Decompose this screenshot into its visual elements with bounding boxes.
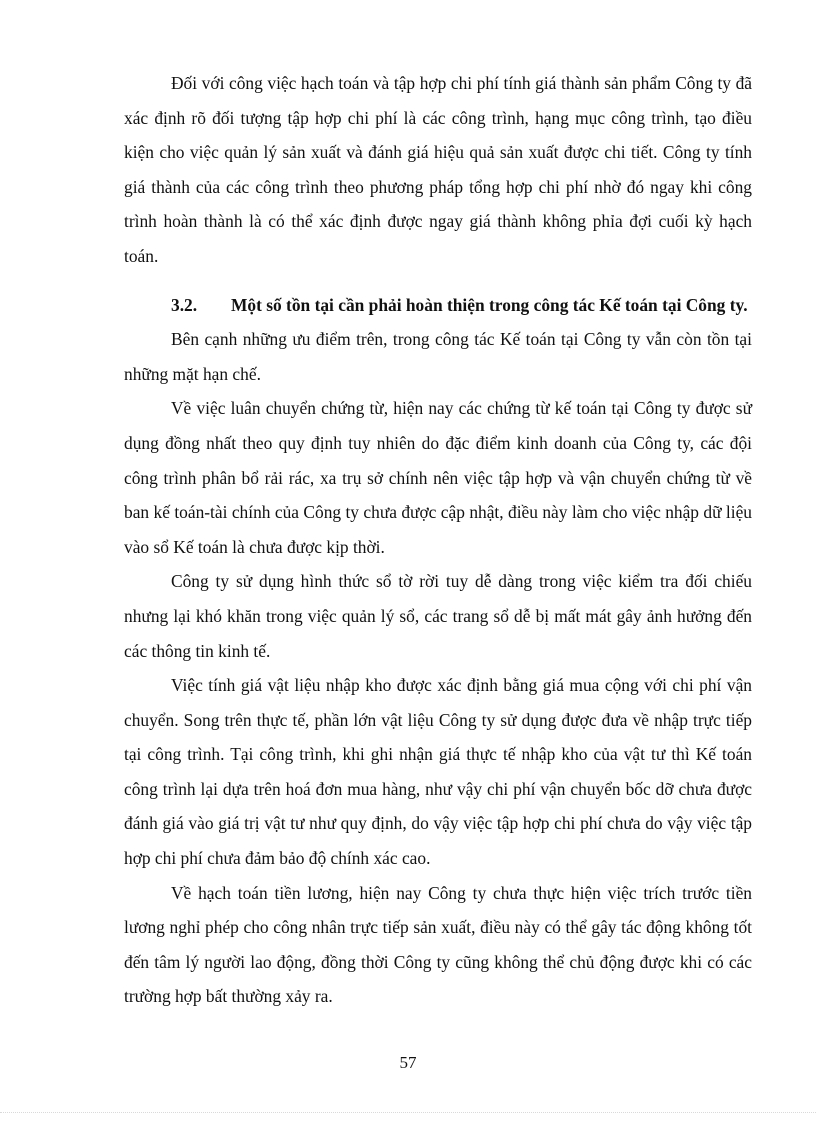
page-number: 57 bbox=[399, 1053, 417, 1072]
document-page bbox=[124, 66, 752, 1014]
paragraph-1: Bên cạnh những ưu điểm trên, trong công tác Kế toán tại Công ty vẫn còn tồn tại những mặt hạn chế. bbox=[124, 329, 752, 384]
paragraph-2: Về việc luân chuyển chứng từ, hiện nay các chứng từ kế toán tại Công ty được sử dụng đồng nhất theo quy định tuy nhiên do đặc điểm kinh doanh của Công ty, các đội công trình phân bổ rải rác, xa trụ sở chính nên việc tập hợp và vận chuyển chứng từ về ban kế toán-tài chính của Công ty chưa được cập nhật, điều này làm cho việc nhập dữ liệu vào sổ Kế toán là chưa được kịp thời. bbox=[124, 398, 752, 557]
paragraph-4: Việc tính giá vật liệu nhập kho được xác định bằng giá mua cộng với chi phí vận chuyển. Song trên thực tế, phần lớn vật liệu Công ty sử dụng được đưa về nhập trực tiếp tại công trình. Tại công trình, khi ghi nhận giá thực tế nhập kho của vật tư thì Kế toán công trình lại dựa trên hoá đơn mua hàng, như vậy chi phí vận chuyển bốc dỡ chưa được đánh giá vào giá trị vật tư như quy định, do vậy việc tập hợp chi phí chưa do vậy việc tập hợp chi phí chưa đảm bảo độ chính xác cao. bbox=[124, 675, 752, 869]
paragraph-5: Về hạch toán tiền lương, hiện nay Công ty chưa thực hiện việc trích trước tiền lương nghỉ phép cho công nhân trực tiếp sản xuất, điều này có thể gây tác động không tốt đến tâm lý người lao động, đồng thời Công ty cũng không thể chủ động được khi có các trường hợp bất thường xảy ra. bbox=[124, 882, 752, 1007]
paragraph-intro: Đối với công việc hạch toán và tập hợp chi phí tính giá thành sản phẩm Công ty đã xác định rõ đối tượng tập hợp chi phí là các công trình, hạng mục công trình, tạo điều kiện cho việc quản lý sản xuất và đánh giá hiệu quả sản xuất được chi tiết. Công ty tính giá thành của các công trình theo phương pháp tổng hợp chi phí nhờ đó ngay khi công trình hoàn thành là có thể xác định được ngay giá thành không phỉa đợi cuối kỳ hạch toán. bbox=[124, 73, 752, 266]
section-heading bbox=[124, 288, 752, 323]
section-title: Một số tồn tại cần phải hoàn thiện trong công tác Kế toán tại Công ty. bbox=[231, 294, 748, 315]
section-number: 3.2. bbox=[171, 294, 198, 315]
page-bottom-divider bbox=[0, 1112, 816, 1113]
paragraph-3: Công ty sử dụng hình thức sổ tờ rời tuy dễ dàng trong việc kiểm tra đối chiếu nhưng lại khó khăn trong việc quản lý sổ, các trang sổ dễ bị mất mát gây ảnh hưởng đến các thông tin kinh tế. bbox=[124, 571, 752, 661]
